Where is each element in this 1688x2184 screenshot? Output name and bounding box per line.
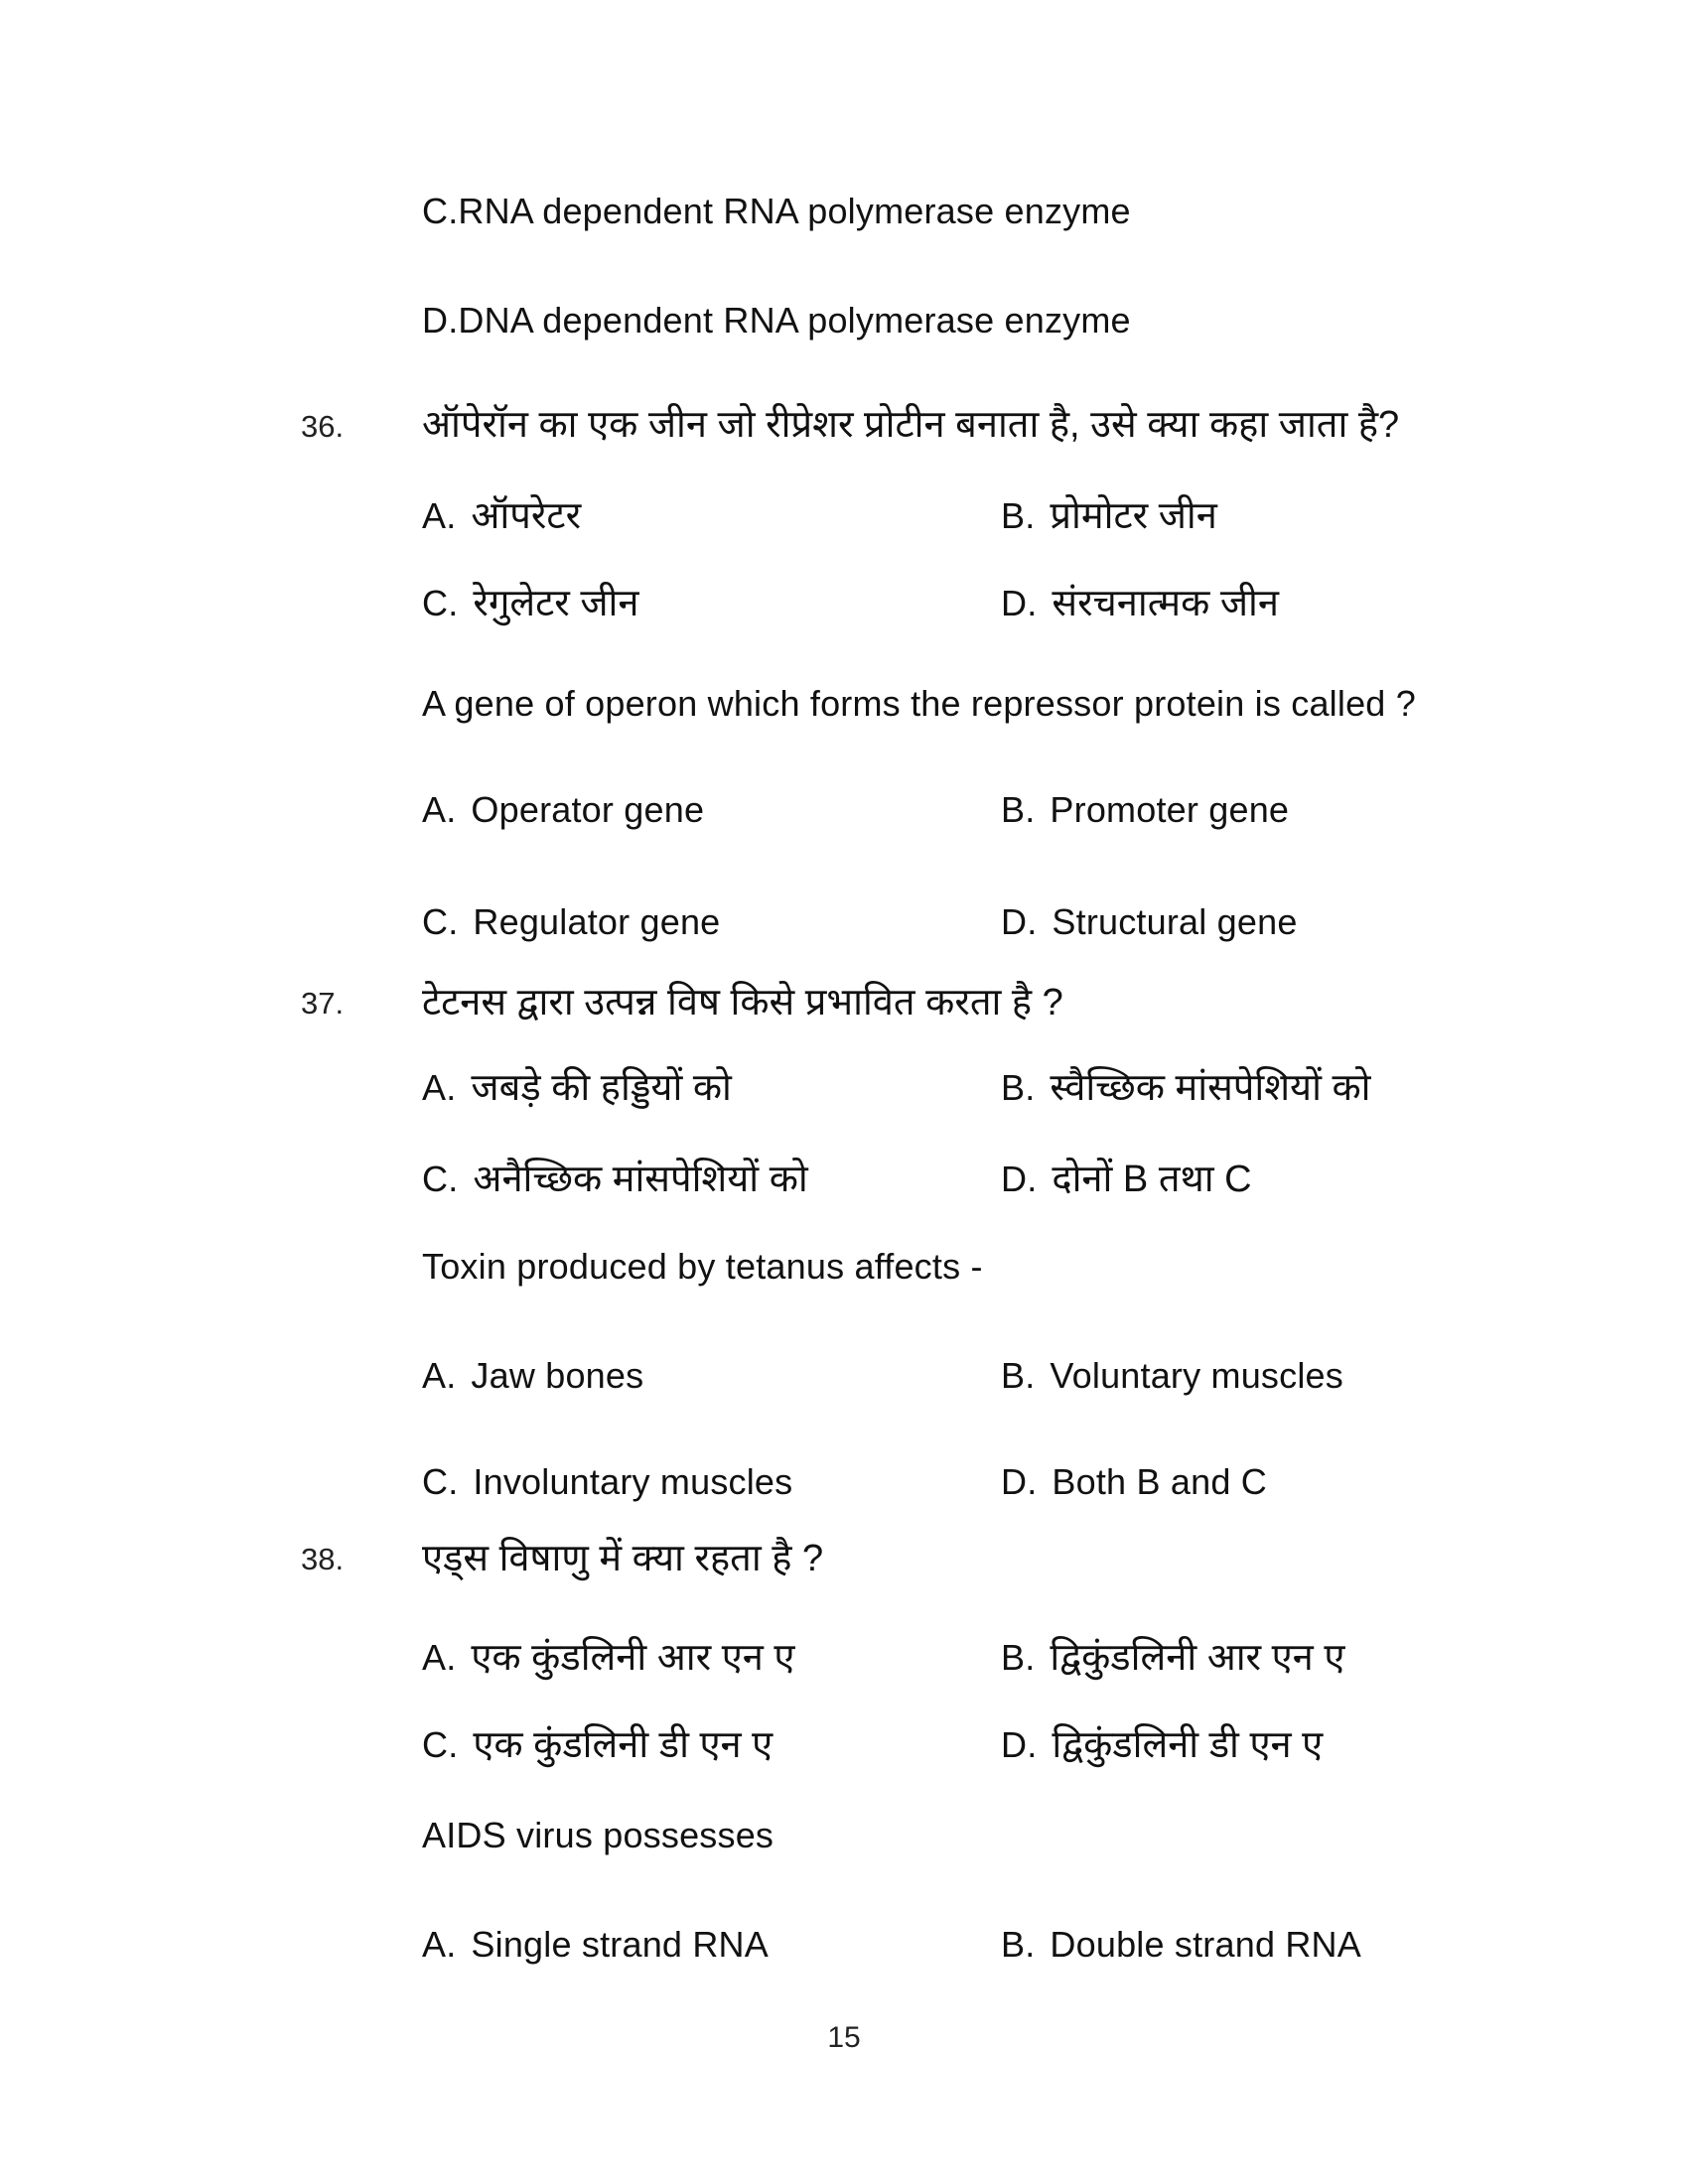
page-number: 15 bbox=[827, 2021, 861, 2054]
option-text: स्वैच्छिक मांसपेशियों को bbox=[1050, 1067, 1371, 1109]
options-row bbox=[0, 789, 1688, 849]
question-number: 36. bbox=[301, 409, 345, 444]
option-label: A. bbox=[422, 1067, 457, 1108]
option-d-hindi bbox=[1001, 1152, 1252, 1203]
option-a-english bbox=[422, 1355, 643, 1397]
option-text: Double strand RNA bbox=[1050, 1924, 1361, 1965]
question-text-english: Toxin produced by tetanus affects - bbox=[422, 1246, 983, 1287]
option-text: द्विकुंडलिनी आर एन ए bbox=[1050, 1637, 1345, 1679]
option-b-english bbox=[1001, 1924, 1361, 1966]
option-d-english bbox=[1001, 1461, 1267, 1503]
option-text: दोनों B तथा C bbox=[1052, 1159, 1252, 1200]
option-text: ऑपरेटर bbox=[471, 495, 582, 537]
option-text: Operator gene bbox=[471, 789, 705, 830]
options-row bbox=[0, 901, 1688, 961]
option-label: D. bbox=[1001, 901, 1038, 942]
options-row bbox=[0, 488, 1688, 548]
option-b-hindi bbox=[1001, 1630, 1344, 1682]
option-label: D. bbox=[422, 300, 459, 341]
option-label: A. bbox=[422, 495, 457, 536]
question-text-hindi: ऑपेरॉन का एक जीन जो रीप्रेशर प्रोटीन बनाता है, उसे क्या कहा जाता है? bbox=[422, 404, 1400, 446]
option-label: A. bbox=[422, 789, 457, 830]
question-text-english: AIDS virus possesses bbox=[422, 1815, 774, 1855]
options-row bbox=[0, 1461, 1688, 1521]
option-text: Both B and C bbox=[1052, 1461, 1267, 1502]
option-label: C. bbox=[422, 1159, 459, 1199]
options-row bbox=[0, 1630, 1688, 1690]
question-text-hindi: टेटनस द्वारा उत्पन्न विष किसे प्रभावित करता है ? bbox=[422, 982, 1063, 1024]
option-a-english bbox=[422, 1924, 769, 1966]
option-text: रेगुलेटर जीन bbox=[473, 583, 639, 624]
option-text: RNA dependent RNA polymerase enzyme bbox=[458, 191, 1131, 231]
option-label: D. bbox=[1001, 583, 1038, 623]
option-label: C. bbox=[422, 1724, 459, 1765]
option-label: B. bbox=[1001, 789, 1036, 830]
carryover-option-d bbox=[422, 300, 1131, 341]
option-c-english bbox=[422, 901, 720, 943]
option-label: B. bbox=[1001, 1637, 1036, 1678]
carryover-option-c bbox=[422, 191, 1131, 232]
option-text: Promoter gene bbox=[1050, 789, 1290, 830]
option-label: B. bbox=[1001, 1924, 1036, 1965]
option-text: Regulator gene bbox=[473, 901, 721, 942]
option-text: प्रोमोटर जीन bbox=[1050, 495, 1217, 537]
option-label: D. bbox=[1001, 1159, 1038, 1199]
option-label: D. bbox=[1001, 1461, 1038, 1502]
option-c-english bbox=[422, 1461, 792, 1503]
option-c-hindi bbox=[422, 1152, 808, 1203]
question-number: 38. bbox=[301, 1542, 345, 1576]
option-text: द्विकुंडलिनी डी एन ए bbox=[1052, 1724, 1324, 1766]
option-b-english bbox=[1001, 1355, 1343, 1397]
option-c-hindi bbox=[422, 1717, 773, 1769]
options-row bbox=[0, 1152, 1688, 1211]
options-row bbox=[0, 1060, 1688, 1120]
option-label: D. bbox=[1001, 1724, 1038, 1765]
option-label: C. bbox=[422, 901, 459, 942]
option-text: Involuntary muscles bbox=[473, 1461, 793, 1502]
question-number: 37. bbox=[301, 986, 345, 1021]
option-text: Jaw bones bbox=[471, 1355, 644, 1396]
option-label: C. bbox=[422, 583, 459, 623]
option-text: अनैच्छिक मांसपेशियों को bbox=[473, 1159, 808, 1200]
option-label: A. bbox=[422, 1924, 457, 1965]
option-label: B. bbox=[1001, 495, 1036, 536]
options-row bbox=[0, 1355, 1688, 1415]
option-text: DNA dependent RNA polymerase enzyme bbox=[458, 300, 1131, 341]
options-row bbox=[0, 1924, 1688, 1983]
option-text: Structural gene bbox=[1052, 901, 1298, 942]
question-text-english: A gene of operon which forms the repressor protein is called ? bbox=[422, 683, 1416, 724]
option-b-hindi bbox=[1001, 1060, 1371, 1112]
question-text-hindi: एड्स विषाणु में क्या रहता है ? bbox=[422, 1538, 824, 1579]
options-row bbox=[0, 1717, 1688, 1777]
option-d-hindi bbox=[1001, 576, 1279, 627]
option-text: एक कुंडलिनी डी एन ए bbox=[473, 1724, 774, 1766]
option-a-hindi bbox=[422, 1060, 732, 1112]
option-label: C. bbox=[422, 1461, 459, 1502]
option-text: Voluntary muscles bbox=[1050, 1355, 1343, 1396]
option-a-english bbox=[422, 789, 704, 831]
option-text: Single strand RNA bbox=[471, 1924, 769, 1965]
option-c-hindi bbox=[422, 576, 639, 627]
option-label: A. bbox=[422, 1637, 457, 1678]
option-a-hindi bbox=[422, 488, 581, 540]
option-text: जबड़े की हड्डियों को bbox=[471, 1067, 732, 1109]
option-b-english bbox=[1001, 789, 1289, 831]
option-a-hindi bbox=[422, 1630, 794, 1682]
option-label: B. bbox=[1001, 1067, 1036, 1108]
option-label: B. bbox=[1001, 1355, 1036, 1396]
option-label: C. bbox=[422, 191, 459, 231]
option-label: A. bbox=[422, 1355, 457, 1396]
option-text: संरचनात्मक जीन bbox=[1052, 583, 1279, 624]
option-b-hindi bbox=[1001, 488, 1217, 540]
option-text: एक कुंडलिनी आर एन ए bbox=[471, 1637, 795, 1679]
option-d-english bbox=[1001, 901, 1298, 943]
options-row bbox=[0, 576, 1688, 635]
option-d-hindi bbox=[1001, 1717, 1323, 1769]
